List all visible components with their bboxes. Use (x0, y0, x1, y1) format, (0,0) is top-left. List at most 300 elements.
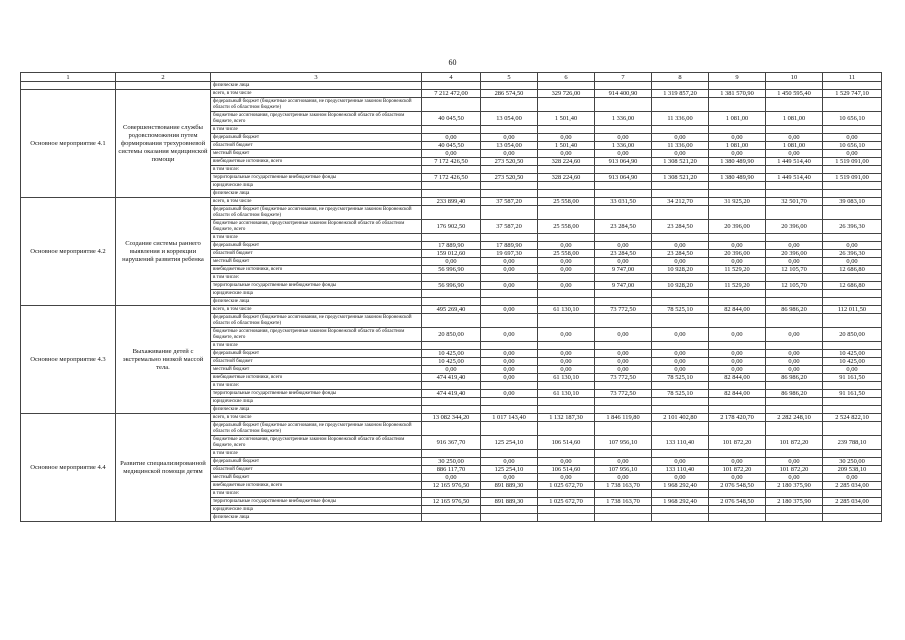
amount-cell (709, 166, 766, 174)
amount-cell (766, 506, 823, 514)
cell (21, 82, 116, 90)
amount-cell (538, 342, 595, 350)
amount-cell (766, 342, 823, 350)
amount-cell: 32 501,70 (766, 198, 823, 206)
amount-cell: 1 968 292,40 (652, 482, 709, 490)
source-label: федеральный бюджет (211, 350, 422, 358)
column-number: 8 (652, 73, 709, 82)
amount-cell (823, 126, 882, 134)
amount-cell: 107 956,10 (595, 466, 652, 474)
amount-cell: 1 450 595,40 (766, 90, 823, 98)
amount-cell: 474 419,40 (422, 374, 481, 382)
page-number: 60 (448, 58, 457, 67)
amount-cell: 9 747,00 (595, 266, 652, 274)
amount-cell: 11 529,20 (709, 266, 766, 274)
amount-cell: 40 045,50 (422, 142, 481, 150)
amount-cell: 7 212 472,00 (422, 90, 481, 98)
source-label: внебюджетные источники, всего (211, 158, 422, 166)
amount-cell (481, 406, 538, 414)
amount-cell: 23 284,50 (595, 220, 652, 234)
amount-cell: 10 928,20 (652, 282, 709, 290)
source-label: территориальные государственные внебюджетные фонды (211, 498, 422, 506)
amount-cell: 20 850,00 (823, 328, 882, 342)
amount-cell (538, 126, 595, 134)
financing-table (20, 72, 882, 522)
source-label: в том числе: (211, 382, 422, 390)
amount-cell (766, 490, 823, 498)
amount-cell: 0,00 (538, 258, 595, 266)
amount-cell: 0,00 (652, 474, 709, 482)
amount-cell: 2 180 375,90 (766, 482, 823, 490)
amount-cell: 0,00 (481, 390, 538, 398)
amount-cell (595, 506, 652, 514)
amount-cell: 106 514,60 (538, 436, 595, 450)
amount-cell: 0,00 (709, 134, 766, 142)
amount-cell: 0,00 (595, 350, 652, 358)
amount-cell: 133 110,40 (652, 436, 709, 450)
amount-cell (823, 190, 882, 198)
amount-cell: 2 282 248,10 (766, 414, 823, 422)
amount-cell: 209 538,10 (823, 466, 882, 474)
amount-cell (766, 382, 823, 390)
amount-cell (422, 398, 481, 406)
amount-cell: 0,00 (709, 150, 766, 158)
amount-cell: 13 054,00 (481, 112, 538, 126)
column-number: 7 (595, 73, 652, 82)
amount-cell (481, 98, 538, 112)
amount-cell: 1 336,00 (595, 112, 652, 126)
amount-cell (823, 206, 882, 220)
amount-cell: 2 180 375,90 (766, 498, 823, 506)
amount-cell (595, 290, 652, 298)
amount-cell: 0,00 (481, 306, 538, 314)
amount-cell (766, 406, 823, 414)
column-number: 9 (709, 73, 766, 82)
amount-cell: 17 889,90 (422, 242, 481, 250)
amount-cell (709, 182, 766, 190)
amount-cell: 0,00 (538, 358, 595, 366)
source-label: юридические лица (211, 398, 422, 406)
amount-cell: 329 726,00 (538, 90, 595, 98)
amount-cell: 0,00 (652, 258, 709, 266)
source-label: федеральный бюджет (бюджетные ассигнования, не предусмотренные законом Воронежской области об областном бюджете) (211, 314, 422, 328)
amount-cell: 913 064,90 (595, 158, 652, 166)
amount-cell: 0,00 (481, 374, 538, 382)
column-number: 1 (21, 73, 116, 82)
amount-cell: 0,00 (766, 458, 823, 466)
source-label: территориальные государственные внебюджетные фонды (211, 282, 422, 290)
amount-cell: 17 889,90 (481, 242, 538, 250)
amount-cell (422, 234, 481, 242)
amount-cell: 20 396,00 (766, 250, 823, 258)
amount-cell (422, 190, 481, 198)
amount-cell: 913 064,90 (595, 174, 652, 182)
amount-cell (652, 490, 709, 498)
amount-cell: 2 101 402,80 (652, 414, 709, 422)
amount-cell: 0,00 (766, 474, 823, 482)
amount-cell: 31 925,20 (709, 198, 766, 206)
amount-cell: 0,00 (709, 474, 766, 482)
amount-cell (538, 506, 595, 514)
amount-cell: 2 285 034,00 (823, 498, 882, 506)
amount-cell: 0,00 (595, 358, 652, 366)
amount-cell: 19 697,30 (481, 250, 538, 258)
amount-cell: 1 738 163,70 (595, 482, 652, 490)
amount-cell (422, 298, 481, 306)
column-number: 11 (823, 73, 882, 82)
source-label: областной бюджет (211, 250, 422, 258)
amount-cell: 12 105,70 (766, 266, 823, 274)
source-label: бюджетные ассигнования, предусмотренные законом Воронежской области об областном бюджете, всего (211, 112, 422, 126)
amount-cell: 0,00 (709, 242, 766, 250)
amount-cell: 25 558,00 (538, 198, 595, 206)
amount-cell (652, 234, 709, 242)
amount-cell (538, 422, 595, 436)
amount-cell (538, 166, 595, 174)
amount-cell (595, 514, 652, 522)
amount-cell: 7 172 426,50 (422, 158, 481, 166)
amount-cell (652, 422, 709, 436)
amount-cell: 82 844,00 (709, 374, 766, 382)
source-label: областной бюджет (211, 358, 422, 366)
amount-cell (481, 514, 538, 522)
amount-cell: 2 076 548,50 (709, 498, 766, 506)
amount-cell (709, 234, 766, 242)
amount-cell: 0,00 (652, 242, 709, 250)
amount-cell: 1 529 747,10 (823, 90, 882, 98)
source-label: внебюджетные источники, всего (211, 374, 422, 382)
amount-cell (595, 98, 652, 112)
amount-cell: 10 656,10 (823, 142, 882, 150)
amount-cell (538, 514, 595, 522)
amount-cell: 1 017 143,40 (481, 414, 538, 422)
cell (652, 82, 709, 90)
amount-cell: 20 396,00 (709, 220, 766, 234)
amount-cell: 273 520,50 (481, 174, 538, 182)
amount-cell: 1 025 672,70 (538, 498, 595, 506)
source-label: юридические лица (211, 506, 422, 514)
amount-cell: 25 558,00 (538, 250, 595, 258)
amount-cell: 0,00 (538, 266, 595, 274)
amount-cell: 2 178 420,70 (709, 414, 766, 422)
amount-cell (481, 190, 538, 198)
amount-cell: 82 844,00 (709, 306, 766, 314)
amount-cell: 9 747,00 (595, 282, 652, 290)
amount-cell (766, 422, 823, 436)
amount-cell (422, 206, 481, 220)
amount-cell: 1 025 672,70 (538, 482, 595, 490)
amount-cell (595, 490, 652, 498)
column-number: 5 (481, 73, 538, 82)
amount-cell (766, 298, 823, 306)
amount-cell (481, 450, 538, 458)
activity-cell: Основное мероприятие 4.1 (21, 90, 116, 198)
amount-cell: 2 524 822,10 (823, 414, 882, 422)
source-label: федеральный бюджет (бюджетные ассигнования, не предусмотренные законом Воронежской области об областном бюджете) (211, 422, 422, 436)
column-number: 2 (116, 73, 211, 82)
amount-cell: 0,00 (652, 458, 709, 466)
amount-cell: 39 083,10 (823, 198, 882, 206)
amount-cell: 78 525,10 (652, 374, 709, 382)
amount-cell: 10 425,00 (823, 358, 882, 366)
amount-cell (422, 342, 481, 350)
amount-cell (481, 274, 538, 282)
amount-cell (538, 490, 595, 498)
source-label: всего, в том числе (211, 90, 422, 98)
amount-cell (709, 406, 766, 414)
amount-cell (709, 398, 766, 406)
amount-cell (652, 274, 709, 282)
amount-cell: 0,00 (538, 282, 595, 290)
amount-cell: 0,00 (422, 258, 481, 266)
amount-cell: 78 525,10 (652, 306, 709, 314)
amount-cell: 37 587,20 (481, 220, 538, 234)
source-label: физические лица (211, 514, 422, 522)
amount-cell (595, 422, 652, 436)
amount-cell (595, 342, 652, 350)
amount-cell: 1 501,40 (538, 142, 595, 150)
source-label: в том числе (211, 234, 422, 242)
amount-cell (709, 290, 766, 298)
amount-cell: 86 986,20 (766, 306, 823, 314)
amount-cell (422, 274, 481, 282)
amount-cell: 23 284,50 (652, 250, 709, 258)
source-label: федеральный бюджет (211, 134, 422, 142)
amount-cell: 0,00 (823, 258, 882, 266)
amount-cell: 101 872,20 (766, 436, 823, 450)
amount-cell: 891 889,30 (481, 482, 538, 490)
amount-cell: 0,00 (538, 134, 595, 142)
amount-cell: 11 336,00 (652, 112, 709, 126)
amount-cell: 0,00 (823, 242, 882, 250)
amount-cell (538, 450, 595, 458)
amount-cell: 0,00 (538, 366, 595, 374)
source-label: федеральный бюджет (бюджетные ассигнования, не предусмотренные законом Воронежской области об областном бюджете) (211, 206, 422, 220)
amount-cell (652, 290, 709, 298)
amount-cell (481, 206, 538, 220)
amount-cell (538, 382, 595, 390)
activity-title-cell: Выхаживание детей с экстремально низкой массой тела. (116, 306, 211, 414)
amount-cell: 12 686,80 (823, 282, 882, 290)
amount-cell (652, 406, 709, 414)
amount-cell: 10 656,10 (823, 112, 882, 126)
amount-cell: 23 284,50 (652, 220, 709, 234)
amount-cell (422, 450, 481, 458)
amount-cell: 0,00 (538, 350, 595, 358)
amount-cell (709, 190, 766, 198)
amount-cell: 273 520,50 (481, 158, 538, 166)
column-number: 3 (211, 73, 422, 82)
amount-cell (481, 506, 538, 514)
source-label: в том числе (211, 450, 422, 458)
source-label: в том числе (211, 126, 422, 134)
source-label: внебюджетные источники, всего (211, 482, 422, 490)
column-number-row (21, 73, 882, 82)
amount-cell: 0,00 (652, 366, 709, 374)
cell (823, 82, 882, 90)
amount-cell (595, 274, 652, 282)
amount-cell: 78 525,10 (652, 390, 709, 398)
amount-cell (823, 166, 882, 174)
amount-cell: 1 380 489,90 (709, 158, 766, 166)
amount-cell: 159 012,60 (422, 250, 481, 258)
source-label: местный бюджет (211, 258, 422, 266)
source-label: юридические лица (211, 182, 422, 190)
amount-cell: 23 284,50 (595, 250, 652, 258)
amount-cell: 0,00 (709, 328, 766, 342)
source-label: физические лица (211, 82, 422, 90)
amount-cell: 0,00 (766, 350, 823, 358)
amount-cell: 0,00 (766, 258, 823, 266)
amount-cell: 0,00 (538, 458, 595, 466)
amount-cell (709, 514, 766, 522)
table-row (21, 306, 882, 314)
amount-cell: 101 872,20 (766, 466, 823, 474)
amount-cell: 2 076 548,50 (709, 482, 766, 490)
amount-cell (766, 314, 823, 328)
amount-cell: 56 996,90 (422, 266, 481, 274)
cell (538, 82, 595, 90)
amount-cell (766, 398, 823, 406)
amount-cell: 0,00 (481, 282, 538, 290)
cell (709, 82, 766, 90)
amount-cell (538, 314, 595, 328)
source-label: физические лица (211, 190, 422, 198)
source-label: юридические лица (211, 290, 422, 298)
amount-cell: 1 336,00 (595, 142, 652, 150)
amount-cell (422, 506, 481, 514)
amount-cell (709, 342, 766, 350)
source-label: физические лица (211, 406, 422, 414)
amount-cell: 0,00 (481, 134, 538, 142)
amount-cell (709, 298, 766, 306)
amount-cell (422, 98, 481, 112)
source-label: местный бюджет (211, 474, 422, 482)
amount-cell (595, 450, 652, 458)
amount-cell (481, 314, 538, 328)
amount-cell: 61 130,10 (538, 374, 595, 382)
amount-cell: 11 529,20 (709, 282, 766, 290)
amount-cell: 0,00 (538, 474, 595, 482)
source-label: в том числе (211, 342, 422, 350)
activity-title-cell: Совершенствование службы родовспоможения путем формирования трехуровневой системы оказания медицинской помощи (116, 90, 211, 198)
amount-cell: 30 250,00 (422, 458, 481, 466)
amount-cell: 0,00 (595, 366, 652, 374)
amount-cell: 0,00 (538, 242, 595, 250)
amount-cell (823, 514, 882, 522)
amount-cell: 34 212,70 (652, 198, 709, 206)
amount-cell (422, 406, 481, 414)
amount-cell: 1 738 163,70 (595, 498, 652, 506)
amount-cell (481, 422, 538, 436)
amount-cell (766, 290, 823, 298)
amount-cell: 0,00 (481, 150, 538, 158)
amount-cell: 0,00 (538, 150, 595, 158)
column-number: 4 (422, 73, 481, 82)
amount-cell: 125 254,10 (481, 466, 538, 474)
amount-cell (766, 234, 823, 242)
amount-cell: 0,00 (766, 366, 823, 374)
source-label: всего, в том числе (211, 306, 422, 314)
amount-cell (422, 290, 481, 298)
column-number: 6 (538, 73, 595, 82)
amount-cell: 0,00 (823, 134, 882, 142)
amount-cell (538, 290, 595, 298)
amount-cell (823, 406, 882, 414)
amount-cell (595, 166, 652, 174)
amount-cell: 1 081,00 (766, 112, 823, 126)
amount-cell (595, 406, 652, 414)
amount-cell: 73 772,50 (595, 306, 652, 314)
amount-cell (422, 126, 481, 134)
amount-cell: 1 846 119,80 (595, 414, 652, 422)
amount-cell: 0,00 (481, 366, 538, 374)
amount-cell (823, 182, 882, 190)
amount-cell (538, 274, 595, 282)
amount-cell: 0,00 (481, 266, 538, 274)
amount-cell (766, 190, 823, 198)
activity-cell: Основное мероприятие 4.4 (21, 414, 116, 522)
amount-cell: 61 130,10 (538, 306, 595, 314)
amount-cell: 12 105,70 (766, 282, 823, 290)
amount-cell: 112 011,50 (823, 306, 882, 314)
amount-cell: 73 772,50 (595, 390, 652, 398)
amount-cell: 91 161,50 (823, 374, 882, 382)
activity-title-cell: Создание системы раннего выявления и коррекции нарушений развития ребенка (116, 198, 211, 306)
amount-cell: 0,00 (538, 328, 595, 342)
amount-cell (652, 190, 709, 198)
amount-cell: 37 587,20 (481, 198, 538, 206)
amount-cell (595, 126, 652, 134)
amount-cell: 916 367,70 (422, 436, 481, 450)
amount-cell (595, 398, 652, 406)
amount-cell: 20 850,00 (422, 328, 481, 342)
activity-cell: Основное мероприятие 4.2 (21, 198, 116, 306)
amount-cell: 0,00 (595, 134, 652, 142)
amount-cell: 20 396,00 (709, 250, 766, 258)
amount-cell: 33 031,50 (595, 198, 652, 206)
amount-cell: 91 161,50 (823, 390, 882, 398)
amount-cell (595, 314, 652, 328)
amount-cell (766, 514, 823, 522)
amount-cell: 0,00 (823, 150, 882, 158)
amount-cell (422, 514, 481, 522)
amount-cell: 0,00 (595, 150, 652, 158)
amount-cell (823, 314, 882, 328)
amount-cell (538, 190, 595, 198)
amount-cell (481, 398, 538, 406)
amount-cell: 26 396,30 (823, 250, 882, 258)
amount-cell (652, 342, 709, 350)
amount-cell: 86 986,20 (766, 390, 823, 398)
source-label: всего, в том числе (211, 414, 422, 422)
amount-cell: 13 082 344,20 (422, 414, 481, 422)
amount-cell: 914 400,90 (595, 90, 652, 98)
amount-cell (538, 206, 595, 220)
amount-cell: 0,00 (709, 350, 766, 358)
source-label: территориальные государственные внебюджетные фонды (211, 390, 422, 398)
amount-cell: 106 514,60 (538, 466, 595, 474)
amount-cell: 239 788,10 (823, 436, 882, 450)
source-label: территориальные государственные внебюджетные фонды (211, 174, 422, 182)
amount-cell (481, 234, 538, 242)
amount-cell (422, 182, 481, 190)
amount-cell (481, 490, 538, 498)
amount-cell (766, 126, 823, 134)
amount-cell (595, 206, 652, 220)
amount-cell: 0,00 (481, 458, 538, 466)
source-label: областной бюджет (211, 466, 422, 474)
